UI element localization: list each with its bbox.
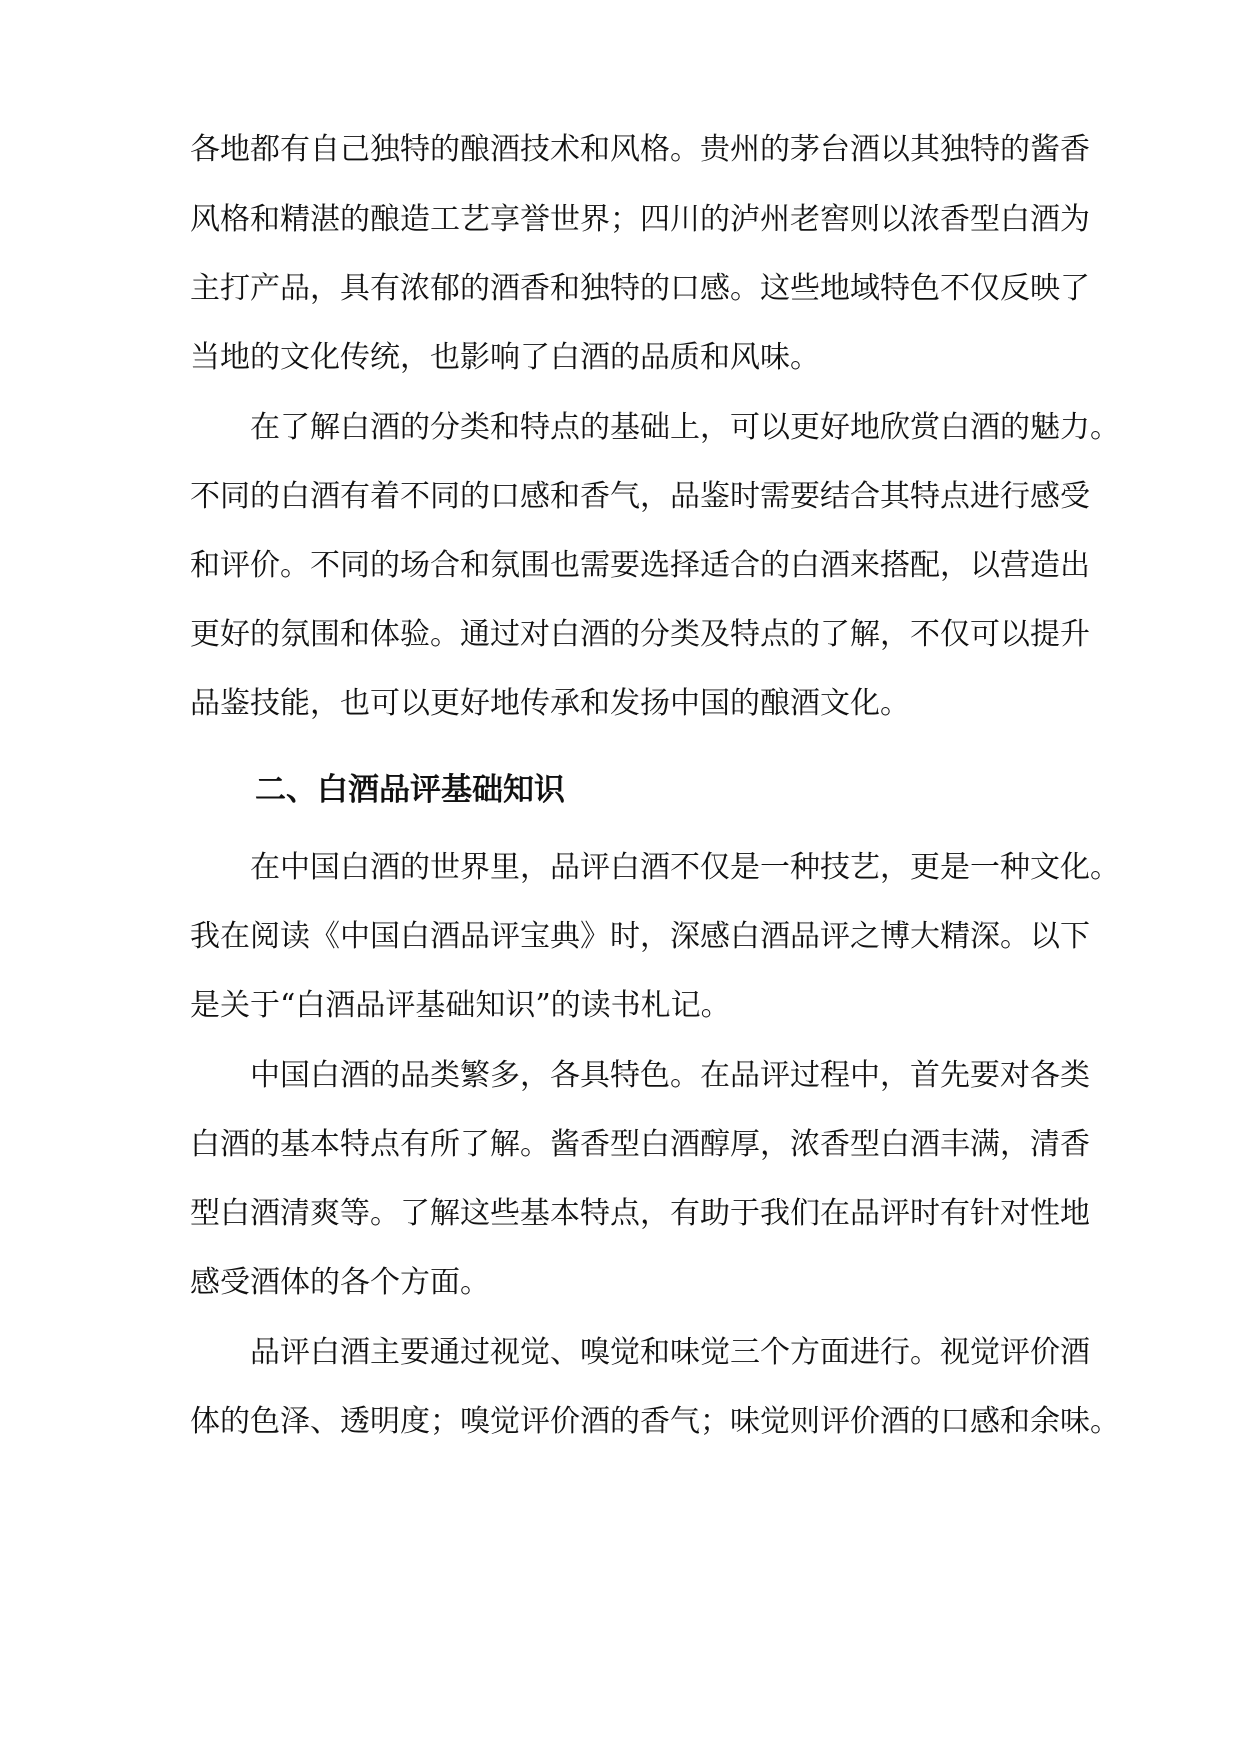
section-paragraph-2-line-1: 中国白酒的品类繁多，各具特色。在品评过程中，首先要对各类 (250, 1058, 1090, 1093)
section-paragraph-2-line-4: 感受酒体的各个方面。 (190, 1265, 490, 1300)
section-paragraph-1-line-1: 在中国白酒的世界里，品评白酒不仅是一种技艺，更是一种文化。 (250, 850, 1120, 885)
paragraph-2-line-4: 更好的氛围和体验。通过对白酒的分类及特点的了解，不仅可以提升 (190, 617, 1090, 652)
paragraph-1-line-3: 主打产品，具有浓郁的酒香和独特的口感。这些地域特色不仅反映了 (190, 271, 1090, 306)
paragraph-1-line-4: 当地的文化传统，也影响了白酒的品质和风味。 (190, 340, 820, 375)
paragraph-2-line-2: 不同的白酒有着不同的口感和香气，品鉴时需要结合其特点进行感受 (190, 479, 1090, 514)
paragraph-1-line-2: 风格和精湛的酿造工艺享誉世界；四川的泸州老窖则以浓香型白酒为 (190, 202, 1090, 237)
section-paragraph-1-line-2: 我在阅读《中国白酒品评宝典》时，深感白酒品评之博大精深。以下 (190, 919, 1090, 954)
section-paragraph-1-line-3: 是关于“白酒品评基础知识”的读书札记。 (190, 988, 731, 1023)
paragraph-2-line-5: 品鉴技能，也可以更好地传承和发扬中国的酿酒文化。 (190, 686, 910, 721)
section-heading: 二、白酒品评基础知识 (255, 772, 565, 808)
section-paragraph-2-line-3: 型白酒清爽等。了解这些基本特点，有助于我们在品评时有针对性地 (190, 1196, 1090, 1231)
section-paragraph-3-line-2: 体的色泽、透明度；嗅觉评价酒的香气；味觉则评价酒的口感和余味。 (190, 1404, 1120, 1439)
section-paragraph-3-line-1: 品评白酒主要通过视觉、嗅觉和味觉三个方面进行。视觉评价酒 (250, 1335, 1090, 1370)
paragraph-2-line-1: 在了解白酒的分类和特点的基础上，可以更好地欣赏白酒的魅力。 (250, 410, 1120, 445)
paragraph-1-line-1: 各地都有自己独特的酿酒技术和风格。贵州的茅台酒以其独特的酱香 (190, 132, 1090, 167)
section-paragraph-2-line-2: 白酒的基本特点有所了解。酱香型白酒醇厚，浓香型白酒丰满，清香 (190, 1127, 1090, 1162)
paragraph-2-line-3: 和评价。不同的场合和氛围也需要选择适合的白酒来搭配，以营造出 (190, 548, 1090, 583)
